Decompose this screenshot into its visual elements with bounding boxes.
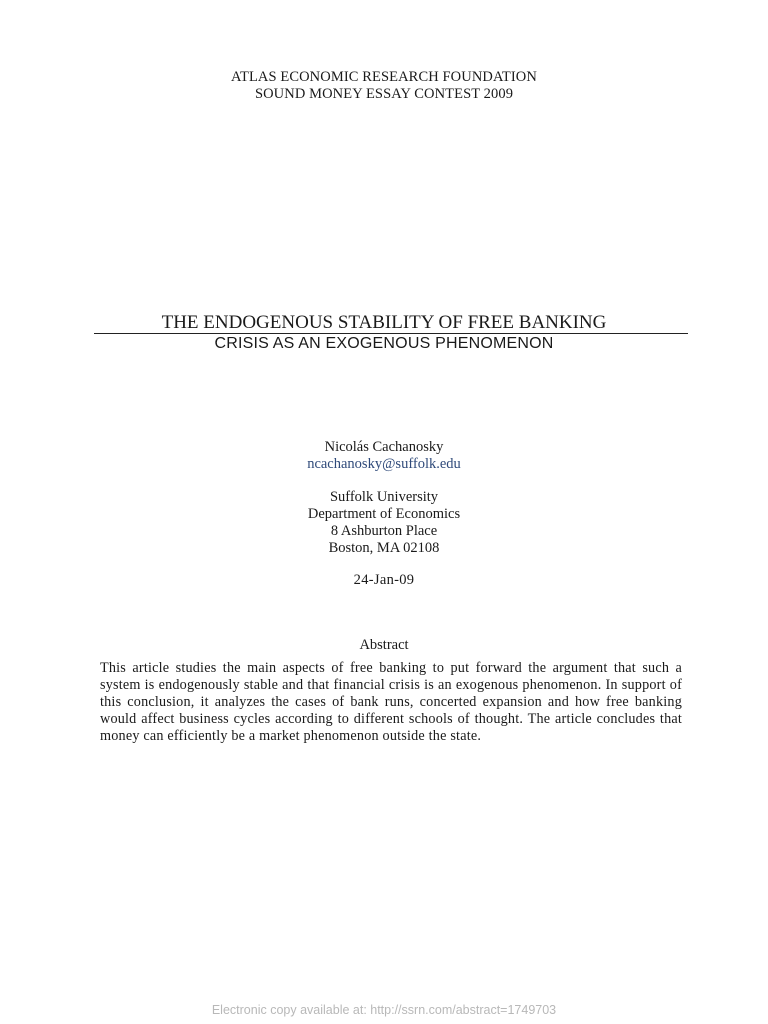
author-email-link[interactable]: ncachanosky@suffolk.edu bbox=[307, 456, 461, 472]
abstract-heading: Abstract bbox=[359, 637, 409, 653]
affiliation-block bbox=[0, 489, 768, 557]
author-block bbox=[0, 439, 768, 473]
abstract-text: This article studies the main aspects of free banking to put forward the argument that such a system is endogenously stable and that financial crisis is an exogenous phenomenon. In support of this conclusion, it analyzes the cases of bank runs, concerted expansion and how free banking would affect business cycles according to different schools of thought. The article concludes that money can efficiently be a market phenomenon outside the state. bbox=[100, 660, 682, 744]
department-name: Department of Economics bbox=[307, 506, 461, 522]
author-name: Nicolás Cachanosky bbox=[324, 439, 444, 455]
street-address: 8 Ashburton Place bbox=[330, 523, 438, 539]
paper-title: THE ENDOGENOUS STABILITY OF FREE BANKING bbox=[161, 312, 607, 333]
ssrn-footer-link[interactable]: Electronic copy available at: http://ssrn.com/abstract=1749703 bbox=[211, 1003, 557, 1017]
paper-date: 24-Jan-09 bbox=[353, 572, 415, 588]
header-block bbox=[0, 69, 768, 103]
organization-name: ATLAS ECONOMIC RESEARCH FOUNDATION bbox=[231, 69, 537, 85]
paper-subtitle: CRISIS AS AN EXOGENOUS PHENOMENON bbox=[214, 335, 554, 352]
contest-name: SOUND MONEY ESSAY CONTEST 2009 bbox=[254, 86, 514, 102]
university-name: Suffolk University bbox=[329, 489, 439, 505]
title-divider bbox=[94, 333, 688, 334]
city-address: Boston, MA 02108 bbox=[328, 540, 440, 556]
